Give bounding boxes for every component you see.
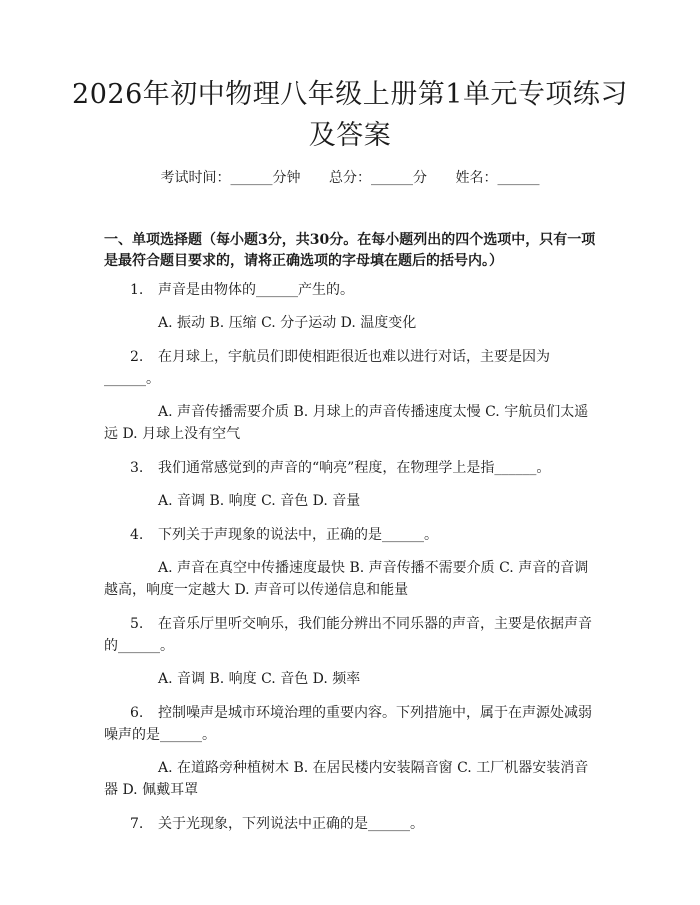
question-text: 声音是由物体的______产生的。 xyxy=(158,282,354,298)
question-number: 5. xyxy=(130,616,144,632)
question-2 xyxy=(104,346,598,390)
question-text: 在月球上，宇航员们即使相距很近也难以进行对话，主要是因为______。 xyxy=(104,349,550,387)
question-3-options: A. 音调 B. 响度 C. 音色 D. 音量 xyxy=(158,493,361,509)
question-text: 在音乐厅里听交响乐，我们能分辨出不同乐器的声音，主要是依据声音的______。 xyxy=(104,616,592,654)
question-1-options: A. 振动 B. 压缩 C. 分子运动 D. 温度变化 xyxy=(158,315,417,331)
student-name-field: 姓名：______ xyxy=(455,170,540,186)
question-text: 下列关于声现象的说法中，正确的是______。 xyxy=(158,527,438,543)
question-text: 控制噪声是城市环境治理的重要内容。下列措施中，属于在声源处减弱噪声的是______。 xyxy=(104,705,592,743)
question-number: 4. xyxy=(130,527,144,543)
question-5-options: A. 音调 B. 响度 C. 音色 D. 频率 xyxy=(158,671,361,687)
question-2-options: A. 声音传播需要介质 B. 月球上的声音传播速度太慢 C. 宇航员们太遥远 D. 月球上没有空气 xyxy=(104,404,589,442)
question-text: 关于光现象，下列说法中正确的是______。 xyxy=(158,816,424,832)
question-6-options: A. 在道路旁种植树木 B. 在居民楼内安装隔音窗 C. 工厂机器安装消音器 D. 佩戴耳罩 xyxy=(104,760,589,798)
exam-info-line xyxy=(0,168,700,188)
question-1 xyxy=(104,279,598,301)
question-number: 6. xyxy=(130,705,144,721)
question-number: 3. xyxy=(130,460,144,476)
question-number: 1. xyxy=(130,282,144,298)
question-number: 7. xyxy=(130,816,144,832)
question-4 xyxy=(104,524,598,546)
page-title: 2026年初中物理八年级上册第1单元专项练习及答案 xyxy=(72,79,628,151)
question-6 xyxy=(104,702,598,746)
question-5 xyxy=(104,613,598,657)
question-text: 我们通常感觉到的声音的“响亮”程度，在物理学上是指______。 xyxy=(158,460,551,476)
question-7 xyxy=(104,813,598,835)
question-list xyxy=(104,279,598,835)
question-4-options: A. 声音在真空中传播速度最快 B. 声音传播不需要介质 C. 声音的音调越高，响度一定越大 D. 声音可以传递信息和能量 xyxy=(104,560,589,598)
question-number: 2. xyxy=(130,349,144,365)
exam-time-field: 考试时间：______分钟 xyxy=(160,170,301,186)
section-heading: 一、单项选择题（每小题3分，共30分。在每小题列出的四个选项中，只有一项是最符合题目要求的，请将正确选项的字母填在题后的括号内。） xyxy=(104,232,596,269)
question-3 xyxy=(104,457,598,479)
total-score-field: 总分：______分 xyxy=(329,170,427,186)
